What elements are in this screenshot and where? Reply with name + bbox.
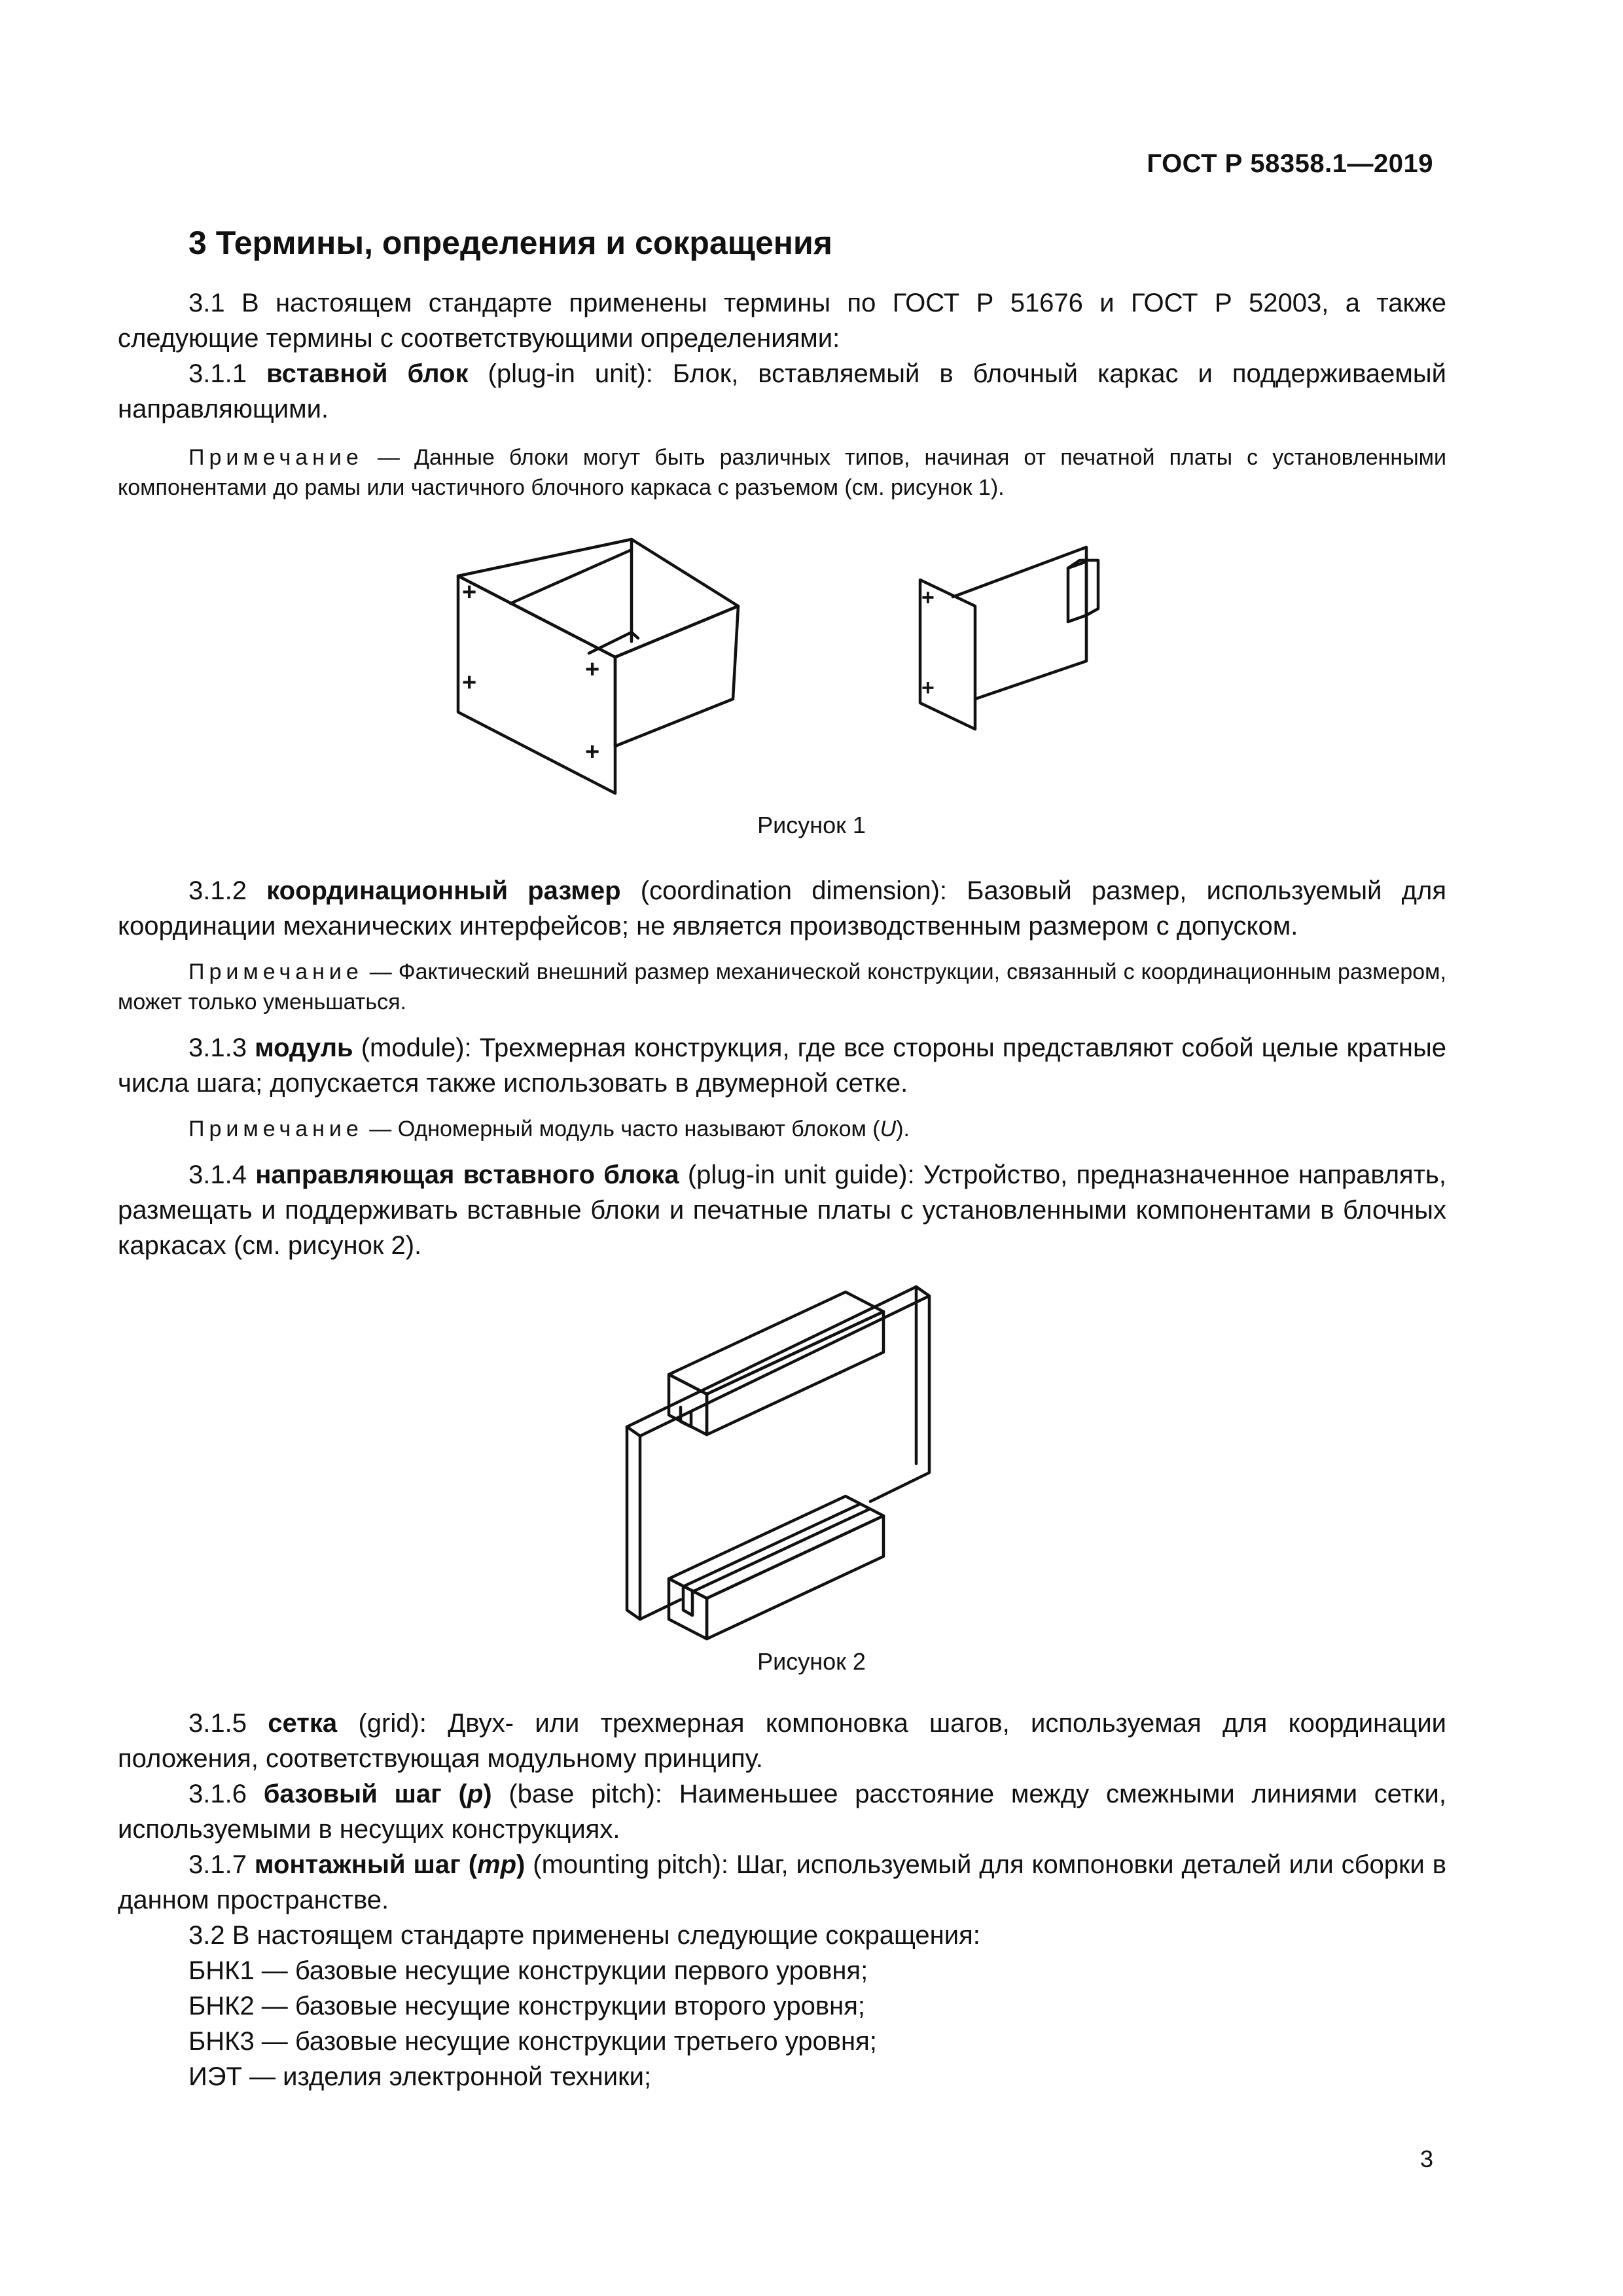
- abbreviation-item: БНК1 — базовые несущие конструкции первого уровня;: [188, 1956, 868, 1985]
- abbreviation-item: ИЭТ — изделия электронной техники;: [188, 2062, 652, 2091]
- term-3-1-1: 3.1.1 вставной блок (plug-in unit): Блок, вставляемый в блочный каркас и поддерживаемый направляющими.: [118, 359, 1447, 423]
- term-3-1-3: 3.1.3 модуль (module): Трехмерная конструкция, где все стороны представляют собой целые кратные числа шага; допускается также использовать в двумерной сетке.: [118, 1033, 1447, 1098]
- mounting-mark: +: [585, 656, 600, 683]
- paragraph-3-2: 3.2 В настоящем стандарте применены следующие сокращения:: [188, 1921, 980, 1950]
- document-header: ГОСТ Р 58358.1—2019: [1147, 149, 1433, 178]
- note-2: Примечание — Фактический внешний размер механической конструкции, связанный с координационным размером, может только уменьшаться.: [118, 960, 1446, 1014]
- note-1: Примечание — Данные блоки могут быть различных типов, начиная от печатной платы с установленными компонентами до рамы или частичного блочного каркаса с разъемом (см. рисунок 1).: [118, 445, 1446, 500]
- content-block-terms-5-abbr: [118, 1706, 1446, 2094]
- mounting-mark: +: [921, 585, 935, 610]
- abbreviation-item: БНК3 — базовые несущие конструкции третьего уровня;: [188, 2027, 877, 2056]
- term-3-1-6: 3.1.6 базовый шаг (p) (base pitch): Наименьшее расстояние между смежными линиями сетки, используемыми в несущих конструкциях.: [118, 1780, 1447, 1844]
- figure-1-caption: Рисунок 1: [757, 812, 866, 838]
- term-3-1-2: 3.1.2 координационный размер (coordination dimension): Базовый размер, используемый для координации механических интерфейсов; не является производственным размером с допуском.: [118, 876, 1447, 941]
- mounting-mark: +: [585, 738, 600, 766]
- term-3-1-4: 3.1.4 направляющая вставного блока (plug-in unit guide): Устройство, предназначенное направлять, размещать и поддерживать вставные блоки и печатные платы с установленными компонентами в блочных каркасах (см. рисунок 2).: [118, 1160, 1446, 1260]
- page-number: 3: [1419, 2145, 1433, 2172]
- paragraph-3-1: 3.1 В настоящем стандарте применены термины по ГОСТ Р 51676 и ГОСТ Р 52003, а также следующие термины с соответствующими определениями:: [118, 289, 1446, 353]
- term-3-1-7: 3.1.7 монтажный шаг (mp) (mounting pitch): Шаг, используемый для компоновки деталей или сборки в данном пространстве.: [118, 1850, 1447, 1914]
- mounting-mark: +: [462, 579, 477, 606]
- term-3-1-5: 3.1.5 сетка (grid): Двух- или трехмерная компоновка шагов, используемая для координации положения, соответствующая модульному принципу.: [118, 1709, 1447, 1773]
- top-guide-rail-drawing: [669, 1292, 883, 1435]
- figure-2-caption: Рисунок 2: [757, 1648, 866, 1675]
- mounting-mark: +: [921, 675, 935, 700]
- bottom-guide-rail-drawing: [669, 1496, 883, 1639]
- abbreviation-item: БНК2 — базовые несущие конструкции второго уровня;: [188, 1992, 865, 2020]
- note-3: Примечание — Одномерный модуль часто называют блоком (U).: [188, 1117, 910, 1141]
- mounting-mark: +: [462, 669, 477, 696]
- section-title: 3 Термины, определения и сокращения: [188, 224, 832, 261]
